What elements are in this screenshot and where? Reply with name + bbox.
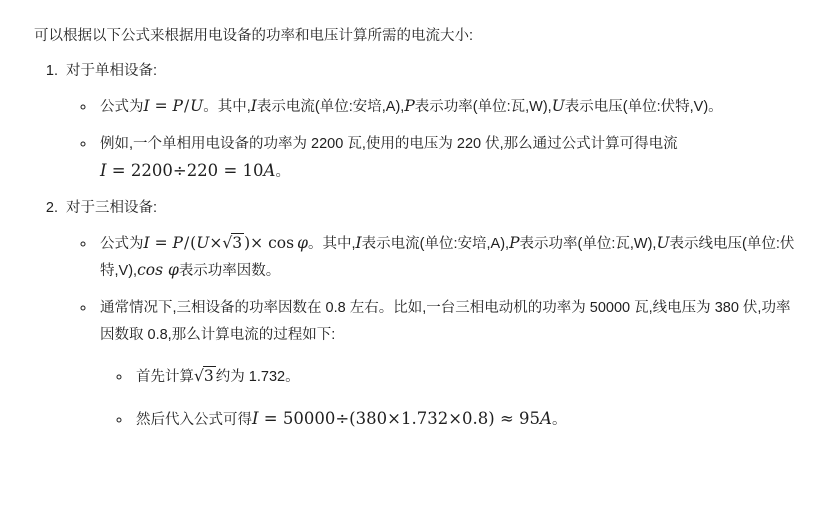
formula-trailing-text: 。其中, bbox=[203, 98, 251, 115]
three-phase-sublist bbox=[66, 230, 803, 434]
single-phase-example-item bbox=[96, 131, 803, 187]
symbol-U-3p-desc: 表示线电压(单位:伏特,V), bbox=[100, 235, 795, 280]
final-current-formula: I = 50000÷(380×1.732×0.8) ≈ 95A bbox=[252, 408, 552, 428]
step-sqrt3 bbox=[132, 363, 803, 391]
three-phase-formula: I = P/(U×√3 )× cos φ bbox=[143, 233, 308, 252]
symbol-U-3p: U bbox=[656, 233, 670, 252]
step2-lead: 然后代入公式可得 bbox=[136, 411, 252, 428]
symbol-U-desc: 表示电压(单位:伏特,V)。 bbox=[564, 98, 723, 115]
step-final-current bbox=[132, 405, 803, 434]
example-text: 例如,一个单相用电设备的功率为 2200 瓦,使用的电压为 220 伏,那么通过公式计算可得电流 bbox=[100, 135, 678, 152]
step2-trailing: 。 bbox=[551, 411, 567, 428]
intro-paragraph: 可以根据以下公式来根据用电设备的功率和电压计算所需的电流大小: bbox=[34, 28, 474, 44]
symbol-cos-phi-desc: 表示功率因数。 bbox=[178, 263, 281, 280]
three-phase-heading: 2. 对于三相设备: bbox=[66, 200, 158, 217]
symbol-I: I bbox=[250, 96, 257, 115]
sqrt3-formula: √3 bbox=[194, 366, 214, 385]
three-phase-example-item bbox=[96, 295, 803, 433]
symbol-I-3p: I bbox=[355, 233, 362, 252]
step1-lead: 首先计算 bbox=[136, 368, 194, 385]
symbol-U: U bbox=[551, 96, 565, 115]
symbol-I-3p-desc: 表示电流(单位:安培,A), bbox=[361, 235, 510, 252]
single-phase-formula-item bbox=[96, 93, 803, 121]
single-phase-example-formula: I = 2200÷220 = 10A bbox=[100, 161, 276, 181]
three-phase-formula-lead: 公式为 bbox=[100, 235, 144, 252]
symbol-P: P bbox=[404, 96, 415, 115]
symbol-cos-phi: cos φ bbox=[137, 261, 179, 280]
list-item-three-phase bbox=[62, 196, 803, 433]
example-tail: 。 bbox=[275, 164, 290, 181]
three-phase-steps bbox=[100, 363, 803, 434]
single-phase-formula: I = P/U bbox=[143, 96, 204, 115]
symbol-P-3p: P bbox=[509, 233, 520, 252]
ordered-list bbox=[34, 59, 803, 433]
three-phase-example-text: 通常情况下,三相设备的功率因数在 0.8 左右。比如,一台三相电动机的功率为 50000 瓦,线电压为 380 伏,功率因数取 0.8,那么计算电流的过程如下: bbox=[100, 300, 791, 344]
single-phase-heading: 1. 对于单相设备: bbox=[66, 63, 158, 80]
formula-lead-text: 公式为 bbox=[100, 98, 144, 115]
symbol-P-desc: 表示功率(单位:瓦,W), bbox=[414, 98, 552, 115]
single-phase-sublist bbox=[66, 93, 803, 187]
symbol-P-3p-desc: 表示功率(单位:瓦,W), bbox=[519, 235, 657, 252]
step1-trailing: 约为 1.732。 bbox=[215, 368, 300, 385]
symbol-I-desc: 表示电流(单位:安培,A), bbox=[256, 98, 405, 115]
three-phase-formula-trailing: 。其中, bbox=[308, 235, 356, 252]
three-phase-formula-item bbox=[96, 230, 803, 286]
list-item-single-phase bbox=[62, 59, 803, 186]
